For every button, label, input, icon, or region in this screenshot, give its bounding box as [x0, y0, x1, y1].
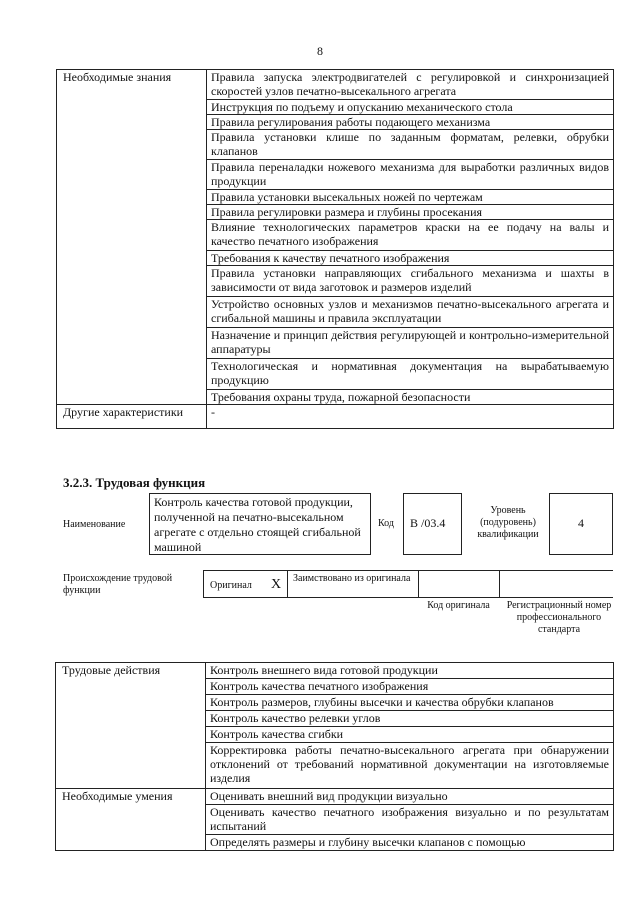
- reg-number-label: Регистрационный номер профессионального стандарта: [506, 600, 612, 635]
- knowledge-item: Правила запуска электродвигателей с регулировкой и синхронизацией скоростей узлов печатно-высекального агрегата: [207, 70, 614, 100]
- knowledge-item: Инструкция по подъему и опусканию механического стола: [207, 100, 614, 115]
- original-cell: [203, 570, 287, 598]
- action-item: Контроль качества печатного изображения: [206, 679, 614, 695]
- name-value: Контроль качества готовой продукции, полученной на печатно-высекальном агрегате с отдельно стоящей сгибальной машиной: [149, 493, 371, 555]
- action-item: Контроль качество релевки углов: [206, 711, 614, 727]
- code-label: Код: [378, 518, 394, 529]
- knowledge-item: Правила установки направляющих сгибального механизма и шахты в зависимости от вида заготовок и размеров изделий: [207, 266, 614, 297]
- knowledge-item: Правила установки клише по заданным форматам, релевки, обрубки клапанов: [207, 130, 614, 160]
- borrowed-cell: [287, 570, 418, 598]
- action-item: Корректировка работы печатно-высекального агрегата при обнаружении отклонений от требований нормативной документации на изготовляемые изделия: [206, 743, 614, 789]
- borrowed-label: Заимствовано из оригинала: [293, 573, 411, 584]
- original-label: Оригинал: [210, 580, 252, 591]
- knowledge-item: Технологическая и нормативная документация на вырабатываемую продукцию: [207, 359, 614, 390]
- knowledge-item: Правила регулировки размера и глубины просекания: [207, 205, 614, 220]
- knowledge-item: Влияние технологических параметров краски на ее подачу на валы и качество печатного изображения: [207, 220, 614, 251]
- knowledge-table: [56, 69, 614, 429]
- actions-label: Трудовые действия: [56, 663, 206, 789]
- page-number: 8: [317, 44, 323, 58]
- original-mark: X: [271, 577, 282, 592]
- level-value: 4: [549, 493, 613, 555]
- knowledge-item: Правила установки высекальных ножей по чертежам: [207, 190, 614, 205]
- name-label: Наименование: [63, 519, 126, 530]
- knowledge-label: Необходимые знания: [57, 70, 207, 405]
- section-title: 3.2.3. Трудовая функция: [63, 475, 206, 490]
- knowledge-item: Требования к качеству печатного изображения: [207, 251, 614, 266]
- action-item: Контроль внешнего вида готовой продукции: [206, 663, 614, 679]
- other-value: -: [207, 405, 614, 429]
- skill-item: Оценивать внешний вид продукции визуально: [206, 789, 614, 805]
- actions-table: [55, 662, 614, 851]
- knowledge-item: Назначение и принцип действия регулирующей и контрольно-измерительной аппаратуры: [207, 328, 614, 359]
- other-label: Другие характеристики: [57, 405, 207, 429]
- knowledge-item: Устройство основных узлов и механизмов печатно-высекального агрегата и сгибальной машины и правила эксплуатации: [207, 297, 614, 328]
- action-item: Контроль размеров, глубины высечки и качества обрубки клапанов: [206, 695, 614, 711]
- reg-number-cell: [499, 570, 613, 598]
- origin-label: Происхождение трудовой функции: [63, 573, 173, 596]
- code-original-label: Код оригинала: [427, 600, 490, 611]
- skill-item: Оценивать качество печатного изображения визуально и по результатам испытаний: [206, 805, 614, 835]
- skill-item: Определять размеры и глубину высечки клапанов с помощью: [206, 835, 614, 851]
- code-original-cell: [418, 570, 499, 598]
- knowledge-item: Требования охраны труда, пожарной безопасности: [207, 390, 614, 405]
- knowledge-item: Правила регулирования работы подающего механизма: [207, 115, 614, 130]
- level-label: Уровень (подуровень) квалификации: [477, 505, 539, 540]
- action-item: Контроль качества сгибки: [206, 727, 614, 743]
- skills-label: Необходимые умения: [56, 789, 206, 851]
- knowledge-item: Правила переналадки ножевого механизма для выработки различных видов продукции: [207, 160, 614, 190]
- code-value: В /03.4: [403, 493, 462, 555]
